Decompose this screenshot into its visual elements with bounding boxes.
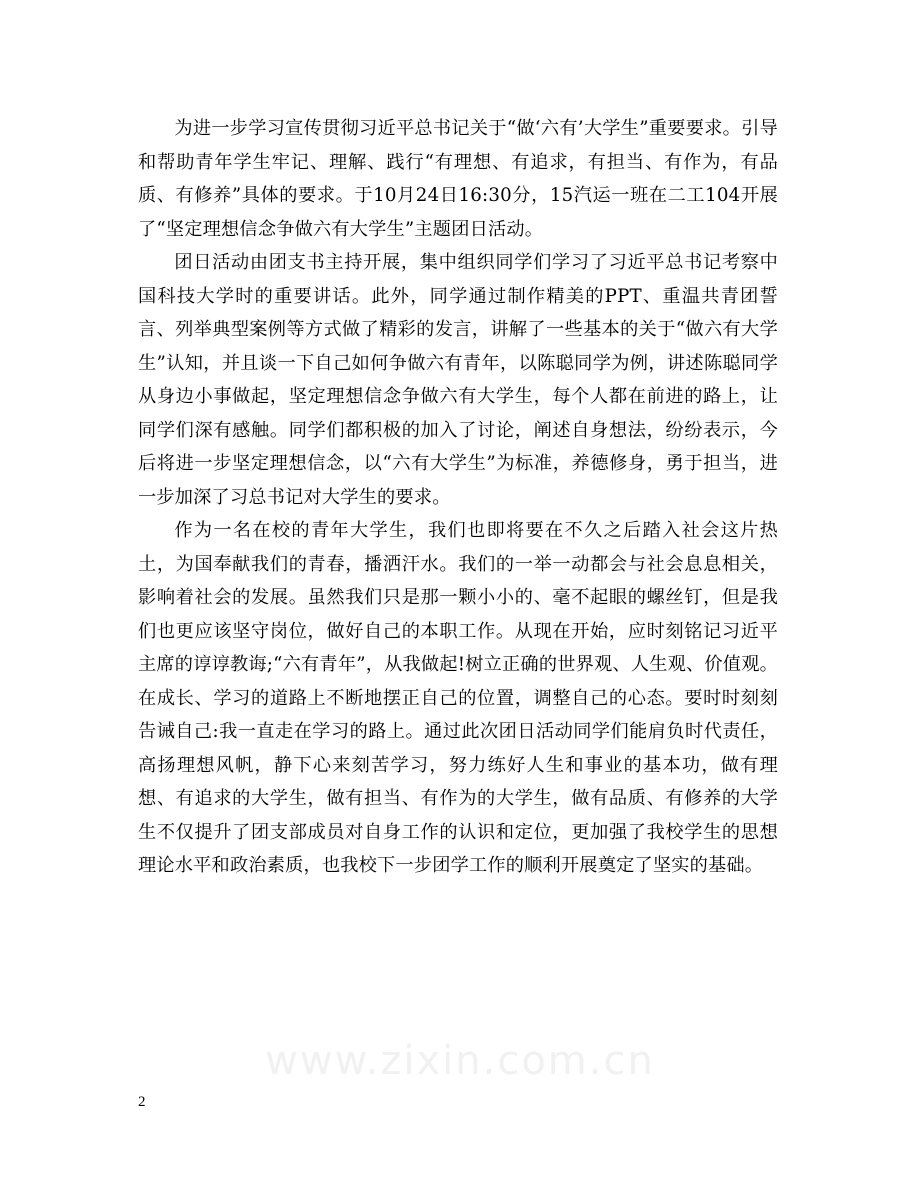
page-number: 2 xyxy=(138,1094,146,1110)
paragraph-2: 团日活动由团支书主持开展，集中组织同学们学习了习近平总书记考察中国科技大学时的重要讲话。此外，同学通过制作精美的PPT、重温共青团誓言、列举典型案例等方式做了精彩的发言，讲解了一些基本的关于“做六有大学生”认知，并且谈一下自己如何争做六有青年，以陈聪同学为例，讲述陈聪同学从身边小事做起，坚定理想信念争做六有大学生，每个人都在前进的路上，让同学们深有感触。同学们都积极的加入了讨论，阐述自身想法，纷纷表示，今后将进一步坚定理想信念，以“六有大学生”为标准，养德修身，勇于担当，进一步加深了习总书记对大学生的要求。 xyxy=(138,252,778,508)
watermark: www.zixin.com.cn xyxy=(265,1038,655,1084)
document-body xyxy=(138,112,778,883)
paragraph-3: 作为一名在校的青年大学生，我们也即将要在不久之后踏入社会这片热土，为国奉献我们的青春，播洒汗水。我们的一举一动都会与社会息息相关，影响着社会的发展。虽然我们只是那一颗小小的、毫不起眼的螺丝钉，但是我们也更应该坚守岗位，做好自己的本职工作。从现在开始，应时刻铭记习近平主席的谆谆教诲;“六有青年”，从我做起!树立正确的世界观、人生观、价值观。在成长、学习的道路上不断地摆正自己的位置，调整自己的心态。要时时刻刻告诫自己:我一直走在学习的路上。通过此次团日活动同学们能肩负时代责任，高扬理想风帆，静下心来刻苦学习，努力练好人生和事业的基本功，做有理想、有追求的大学生，做有担当、有作为的大学生，做有品质、有修养的大学生不仅提升了团支部成员对自身工作的认识和定位，更加强了我校学生的思想理论水平和政治素质，也我校下一步团学工作的顺利开展奠定了坚实的基础。 xyxy=(138,520,778,876)
paragraph-1: 为进一步学习宣传贯彻习近平总书记关于“做‘六有’大学生”重要要求。引导和帮助青年学生牢记、理解、践行“有理想、有追求，有担当、有作为，有品质、有修养”具体的要求。于10月24日16:30分，15汽运一班在二工104开展了“坚定理想信念争做六有大学生”主题团日活动。 xyxy=(138,118,778,240)
